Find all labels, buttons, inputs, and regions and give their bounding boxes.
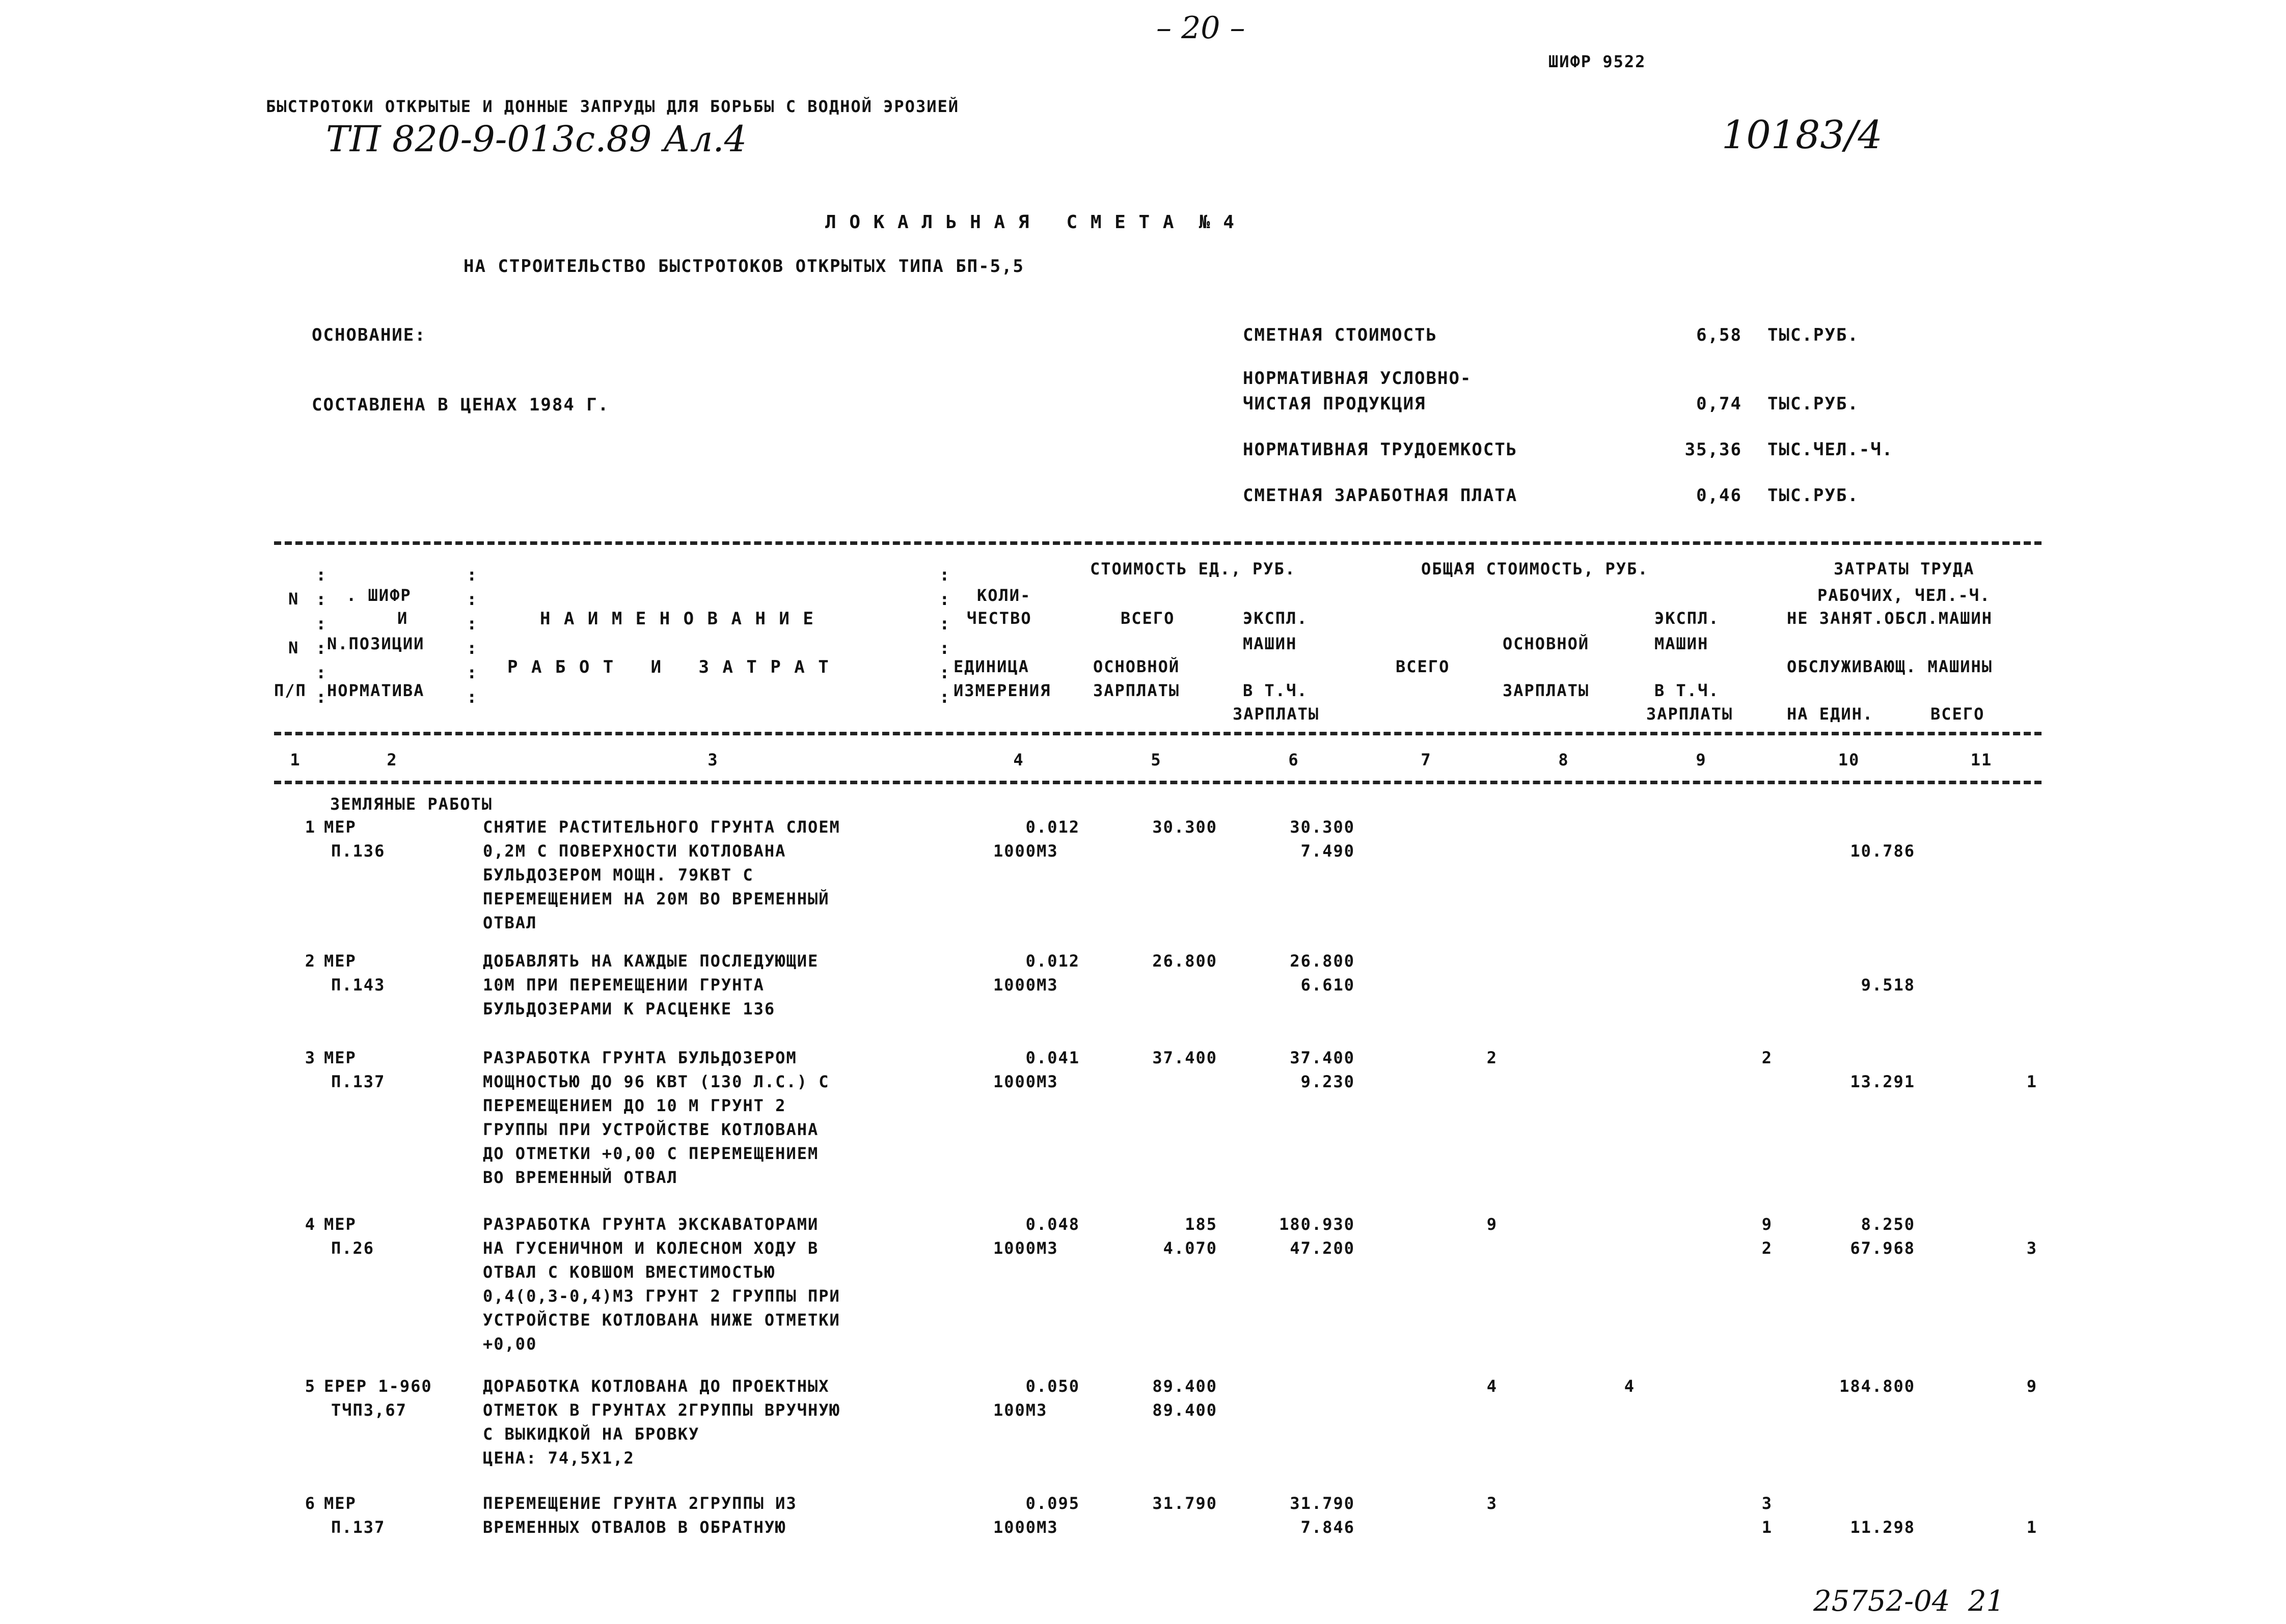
row-quantity: 0.012: [1025, 951, 1080, 971]
row-name-line: ОТВАЛ С КОВШОМ ВМЕСТИМОСТЬЮ: [483, 1262, 776, 1282]
row-code: П.136: [331, 841, 386, 861]
numbers-bottom-rule: [274, 781, 2042, 784]
row-name-line: БУЛЬДОЗЕРАМИ К РАСЦЕНКЕ 136: [483, 999, 776, 1019]
row-labor-unit: 11.298: [1850, 1518, 1915, 1537]
row-name-line: ОТВАЛ: [483, 913, 537, 932]
summary-unit: ТЫС.ЧЕЛ.-Ч.: [1767, 439, 1894, 460]
row-name-line: РАЗРАБОТКА ГРУНТА ЭКСКАВАТОРАМИ: [483, 1215, 819, 1234]
row-total-machine: 2: [1761, 1048, 1773, 1067]
row-code: МЕР: [324, 951, 357, 971]
header-col3-line: Н А И М Е Н О В А Н И Е: [540, 609, 815, 629]
row-name-line: ДО ОТМЕТКИ +0,00 С ПЕРЕМЕЩЕНИЕМ: [483, 1144, 819, 1163]
row-code: ТЧП3,67: [331, 1400, 407, 1420]
row-unit-cost-total: 185: [1185, 1215, 1217, 1234]
header-col2-line: N.ПОЗИЦИИ: [327, 634, 425, 653]
row-name-line: ЦЕНА: 74,5Х1,2: [483, 1448, 635, 1468]
row-unit-cost-machine: 30.300: [1290, 817, 1355, 837]
header-col6-line: ЗАРПЛАТЫ: [1233, 704, 1320, 724]
row-code: П.143: [331, 975, 386, 995]
header-col4-line: ИЗМЕРЕНИЯ: [954, 681, 1051, 700]
table-top-rule: [274, 541, 2042, 545]
row-name-line: ГРУППЫ ПРИ УСТРОЙСТВЕ КОТЛОВАНА: [483, 1120, 819, 1139]
row-code: МЕР: [324, 1048, 357, 1067]
row-name-line: НА ГУСЕНИЧНОМ И КОЛЕСНОМ ХОДУ В: [483, 1238, 819, 1258]
row-unit: 1000М3: [993, 975, 1058, 995]
header-col11: ВСЕГО: [1930, 704, 1985, 724]
column-number: 3: [707, 750, 719, 769]
row-unit-cost-machine-wage: 9.230: [1300, 1072, 1355, 1091]
column-number: 2: [387, 750, 398, 769]
prices-label: СОСТАВЛЕНА В ЦЕНАХ 1984 Г.: [312, 395, 610, 415]
column-number: 9: [1696, 750, 1707, 769]
column-separator: : : : : : :: [939, 565, 951, 707]
project-code: ТП 820-9-013с.89 Ал.4: [326, 118, 747, 160]
basis-label: ОСНОВАНИЕ:: [312, 325, 426, 345]
row-total-machine-wage: 2: [1761, 1238, 1773, 1258]
row-code: МЕР: [324, 1215, 357, 1234]
row-name-line: ДОРАБОТКА КОТЛОВАНА ДО ПРОЕКТНЫХ: [483, 1377, 830, 1396]
row-labor-unit: 10.786: [1850, 841, 1915, 861]
header-col2-line: НОРМАТИВА: [327, 681, 425, 700]
row-unit-cost-machine: 31.790: [1290, 1494, 1355, 1513]
header-col9-line: В Т.Ч.: [1654, 681, 1720, 700]
summary-label: НОРМАТИВНАЯ ТРУДОЕМКОСТЬ: [1243, 439, 1518, 460]
row-quantity: 0.012: [1025, 817, 1080, 837]
row-number: 4: [305, 1215, 316, 1234]
summary-value: 6,58: [1696, 325, 1742, 345]
row-name-line: ПЕРЕМЕЩЕНИЕМ НА 20М ВО ВРЕМЕННЫЙ: [483, 889, 830, 909]
row-labor-total: 1: [2026, 1518, 2037, 1537]
row-number: 3: [305, 1048, 316, 1067]
row-code: МЕР: [324, 1494, 357, 1513]
row-name-line: 0,2М С ПОВЕРХНОСТИ КОТЛОВАНА: [483, 841, 786, 861]
section-title: ЗЕМЛЯНЫЕ РАБОТЫ: [330, 794, 493, 814]
row-labor-unit: 13.291: [1850, 1072, 1915, 1091]
row-quantity: 0.048: [1025, 1215, 1080, 1234]
row-total-machine: 9: [1761, 1215, 1773, 1234]
row-unit-cost-machine-wage: 6.610: [1300, 975, 1355, 995]
row-labor-unit: 67.968: [1850, 1238, 1915, 1258]
row-labor-total: 3: [2026, 1238, 2037, 1258]
header-col7-line: ВСЕГО: [1396, 657, 1450, 676]
row-unit-cost-total: 31.790: [1152, 1494, 1217, 1513]
summary-unit: ТЫС.РУБ.: [1767, 325, 1859, 345]
row-name-line: 10М ПРИ ПЕРЕМЕЩЕНИИ ГРУНТА: [483, 975, 765, 995]
row-unit-cost-machine-wage: 7.846: [1300, 1518, 1355, 1537]
row-name-line: ОТМЕТОК В ГРУНТАХ 2ГРУППЫ ВРУЧНУЮ: [483, 1400, 840, 1420]
row-number: 6: [305, 1494, 316, 1513]
row-quantity: 0.050: [1025, 1377, 1080, 1396]
column-number: 6: [1288, 750, 1299, 769]
row-name-line: РАЗРАБОТКА ГРУНТА БУЛЬДОЗЕРОМ: [483, 1048, 797, 1067]
header-col1-line: П/П: [274, 681, 307, 700]
row-unit: 1000М3: [993, 1518, 1058, 1537]
row-name-line: БУЛЬДОЗЕРОМ МОЩН. 79КВТ С: [483, 865, 754, 885]
summary-unit: ТЫС.РУБ.: [1767, 485, 1859, 506]
header-col1-line: N: [288, 638, 300, 657]
row-name-line: СНЯТИЕ РАСТИТЕЛЬНОГО ГРУНТА СЛОЕМ: [483, 817, 840, 837]
header-col9-line: МАШИН: [1654, 634, 1709, 653]
header-col9-line: ЭКСПЛ.: [1654, 609, 1720, 628]
header-total-cost: ОБЩАЯ СТОИМОСТЬ, РУБ.: [1421, 559, 1649, 579]
row-unit-cost-total: 30.300: [1152, 817, 1217, 837]
header-labor-line: ОБСЛУЖИВАЮЩ. МАШИНЫ: [1787, 657, 1993, 676]
row-name-line: С ВЫКИДКОЙ НА БРОВКУ: [483, 1424, 700, 1444]
header-labor-line: НЕ ЗАНЯТ.ОБСЛ.МАШИН: [1787, 609, 1993, 628]
column-number: 8: [1558, 750, 1569, 769]
row-unit-cost-wage: 4.070: [1163, 1238, 1217, 1258]
document-number: 10183/4: [1722, 112, 1883, 157]
row-labor-unit: 8.250: [1861, 1215, 1915, 1234]
row-name-line: ВО ВРЕМЕННЫЙ ОТВАЛ: [483, 1168, 678, 1187]
header-col6-line: МАШИН: [1243, 634, 1297, 653]
row-unit: 1000М3: [993, 1072, 1058, 1091]
row-number: 5: [305, 1377, 316, 1396]
row-labor-unit: 184.800: [1839, 1377, 1915, 1396]
column-number: 7: [1421, 750, 1432, 769]
row-unit-cost-total: 89.400: [1152, 1377, 1217, 1396]
row-unit-cost-machine-wage: 47.200: [1290, 1238, 1355, 1258]
row-unit-cost-machine-wage: 7.490: [1300, 841, 1355, 861]
header-unit-cost: СТОИМОСТЬ ЕД., РУБ.: [1090, 559, 1296, 579]
footer-note: 25752-04 21: [1813, 1585, 2005, 1618]
summary-label: СМЕТНАЯ ЗАРАБОТНАЯ ПЛАТА: [1243, 485, 1518, 506]
column-separator: : : : : : :: [316, 565, 328, 707]
row-unit: 1000М3: [993, 1238, 1058, 1258]
row-name-line: 0,4(0,3-0,4)М3 ГРУНТ 2 ГРУППЫ ПРИ: [483, 1286, 840, 1306]
column-number: 11: [1970, 750, 1993, 769]
header-labor-line: ЗАТРАТЫ ТРУДА: [1834, 559, 1975, 579]
row-name-line: ПЕРЕМЕЩЕНИЕМ ДО 10 М ГРУНТ 2: [483, 1096, 786, 1115]
row-total-machine: 3: [1761, 1494, 1773, 1513]
summary-value: 0,46: [1696, 485, 1742, 506]
row-name-line: ПЕРЕМЕЩЕНИЕ ГРУНТА 2ГРУППЫ ИЗ: [483, 1494, 797, 1513]
row-total-cost: 4: [1486, 1377, 1498, 1396]
row-unit-cost-machine: 37.400: [1290, 1048, 1355, 1067]
header-col8-line: ОСНОВНОЙ: [1503, 634, 1590, 653]
row-name-line: +0,00: [483, 1334, 537, 1354]
column-number: 1: [290, 750, 301, 769]
column-number: 4: [1013, 750, 1024, 769]
header-col6-line: В Т.Ч.: [1243, 681, 1308, 700]
header-col6-line: ЭКСПЛ.: [1243, 609, 1308, 628]
cipher-label: ШИФР 9522: [1548, 52, 1646, 71]
row-name-line: ДОБАВЛЯТЬ НА КАЖДЫЕ ПОСЛЕДУЮЩИЕ: [483, 951, 819, 971]
column-number: 5: [1151, 750, 1162, 769]
row-name-line: МОЩНОСТЬЮ ДО 96 КВТ (130 Л.С.) С: [483, 1072, 830, 1091]
column-number: 10: [1838, 750, 1860, 769]
header-col9-line: ЗАРПЛАТЫ: [1646, 704, 1733, 724]
row-total-cost: 3: [1486, 1494, 1498, 1513]
header-col5-line: ВСЕГО: [1121, 609, 1175, 628]
header-col2-line: . ШИФР: [346, 586, 412, 605]
row-code: П.137: [331, 1072, 386, 1091]
header-col4-line: КОЛИ-: [977, 586, 1031, 605]
header-col8-line: ЗАРПЛАТЫ: [1503, 681, 1590, 700]
row-unit-cost-total: 26.800: [1152, 951, 1217, 971]
row-unit: 1000М3: [993, 841, 1058, 861]
summary-label: ЧИСТАЯ ПРОДУКЦИЯ: [1243, 394, 1426, 414]
row-unit-cost-machine: 180.930: [1279, 1215, 1355, 1234]
header-col5-line: ЗАРПЛАТЫ: [1093, 681, 1180, 700]
row-unit-cost-wage: 89.400: [1152, 1400, 1217, 1420]
row-number: 2: [305, 951, 316, 971]
row-name-line: ВРЕМЕННЫХ ОТВАЛОВ В ОБРАТНУЮ: [483, 1518, 786, 1537]
row-code: П.137: [331, 1518, 386, 1537]
header-col2-line: И: [397, 609, 409, 628]
row-unit: 100М3: [993, 1400, 1048, 1420]
row-code: МЕР: [324, 817, 357, 837]
header-col3-line: Р А Б О Т И З А Т Р А Т: [507, 657, 830, 677]
summary-value: 35,36: [1684, 439, 1742, 460]
summary-unit: ТЫС.РУБ.: [1767, 394, 1859, 414]
column-separator: : : : : : :: [467, 565, 478, 707]
header-col1-line: N: [288, 589, 300, 609]
header-col5-line: ОСНОВНОЙ: [1093, 657, 1180, 676]
estimate-subtitle: НА СТРОИТЕЛЬСТВО БЫСТРОТОКОВ ОТКРЫТЫХ ТИПА БП-5,5: [464, 256, 1025, 277]
row-quantity: 0.095: [1025, 1494, 1080, 1513]
row-labor-total: 1: [2026, 1072, 2037, 1091]
row-labor-total: 9: [2026, 1377, 2037, 1396]
header-col4-line: ЧЕСТВО: [967, 609, 1032, 628]
summary-label: НОРМАТИВНАЯ УСЛОВНО-: [1243, 368, 1472, 389]
document-subtitle: БЫСТРОТОКИ ОТКРЫТЫЕ И ДОННЫЕ ЗАПРУДЫ ДЛЯ БОРЬБЫ С ВОДНОЙ ЭРОЗИЕЙ: [266, 97, 959, 116]
estimate-title: Л О К А Л Ь Н А Я С М Е Т А № 4: [825, 212, 1235, 233]
summary-label: СМЕТНАЯ СТОИМОСТЬ: [1243, 325, 1437, 345]
row-total-cost: 2: [1486, 1048, 1498, 1067]
row-code: П.26: [331, 1238, 375, 1258]
row-unit-cost-machine: 26.800: [1290, 951, 1355, 971]
row-total-machine-wage: 1: [1761, 1518, 1773, 1537]
header-labor-line: РАБОЧИХ, ЧЕЛ.-Ч.: [1817, 586, 1991, 605]
header-col10: НА ЕДИН.: [1787, 704, 1874, 724]
summary-value: 0,74: [1696, 394, 1742, 414]
row-unit-cost-total: 37.400: [1152, 1048, 1217, 1067]
page-number: – 20 –: [1156, 10, 1245, 46]
row-name-line: УСТРОЙСТВЕ КОТЛОВАНА НИЖЕ ОТМЕТКИ: [483, 1310, 840, 1330]
row-code: ЕРЕР 1-960: [324, 1377, 432, 1396]
row-total-cost: 9: [1486, 1215, 1498, 1234]
row-number: 1: [305, 817, 316, 837]
header-col4-line: ЕДИНИЦА: [954, 657, 1029, 676]
row-total-wage: 4: [1624, 1377, 1635, 1396]
header-bottom-rule: [274, 732, 2042, 735]
row-quantity: 0.041: [1025, 1048, 1080, 1067]
row-labor-unit: 9.518: [1861, 975, 1915, 995]
